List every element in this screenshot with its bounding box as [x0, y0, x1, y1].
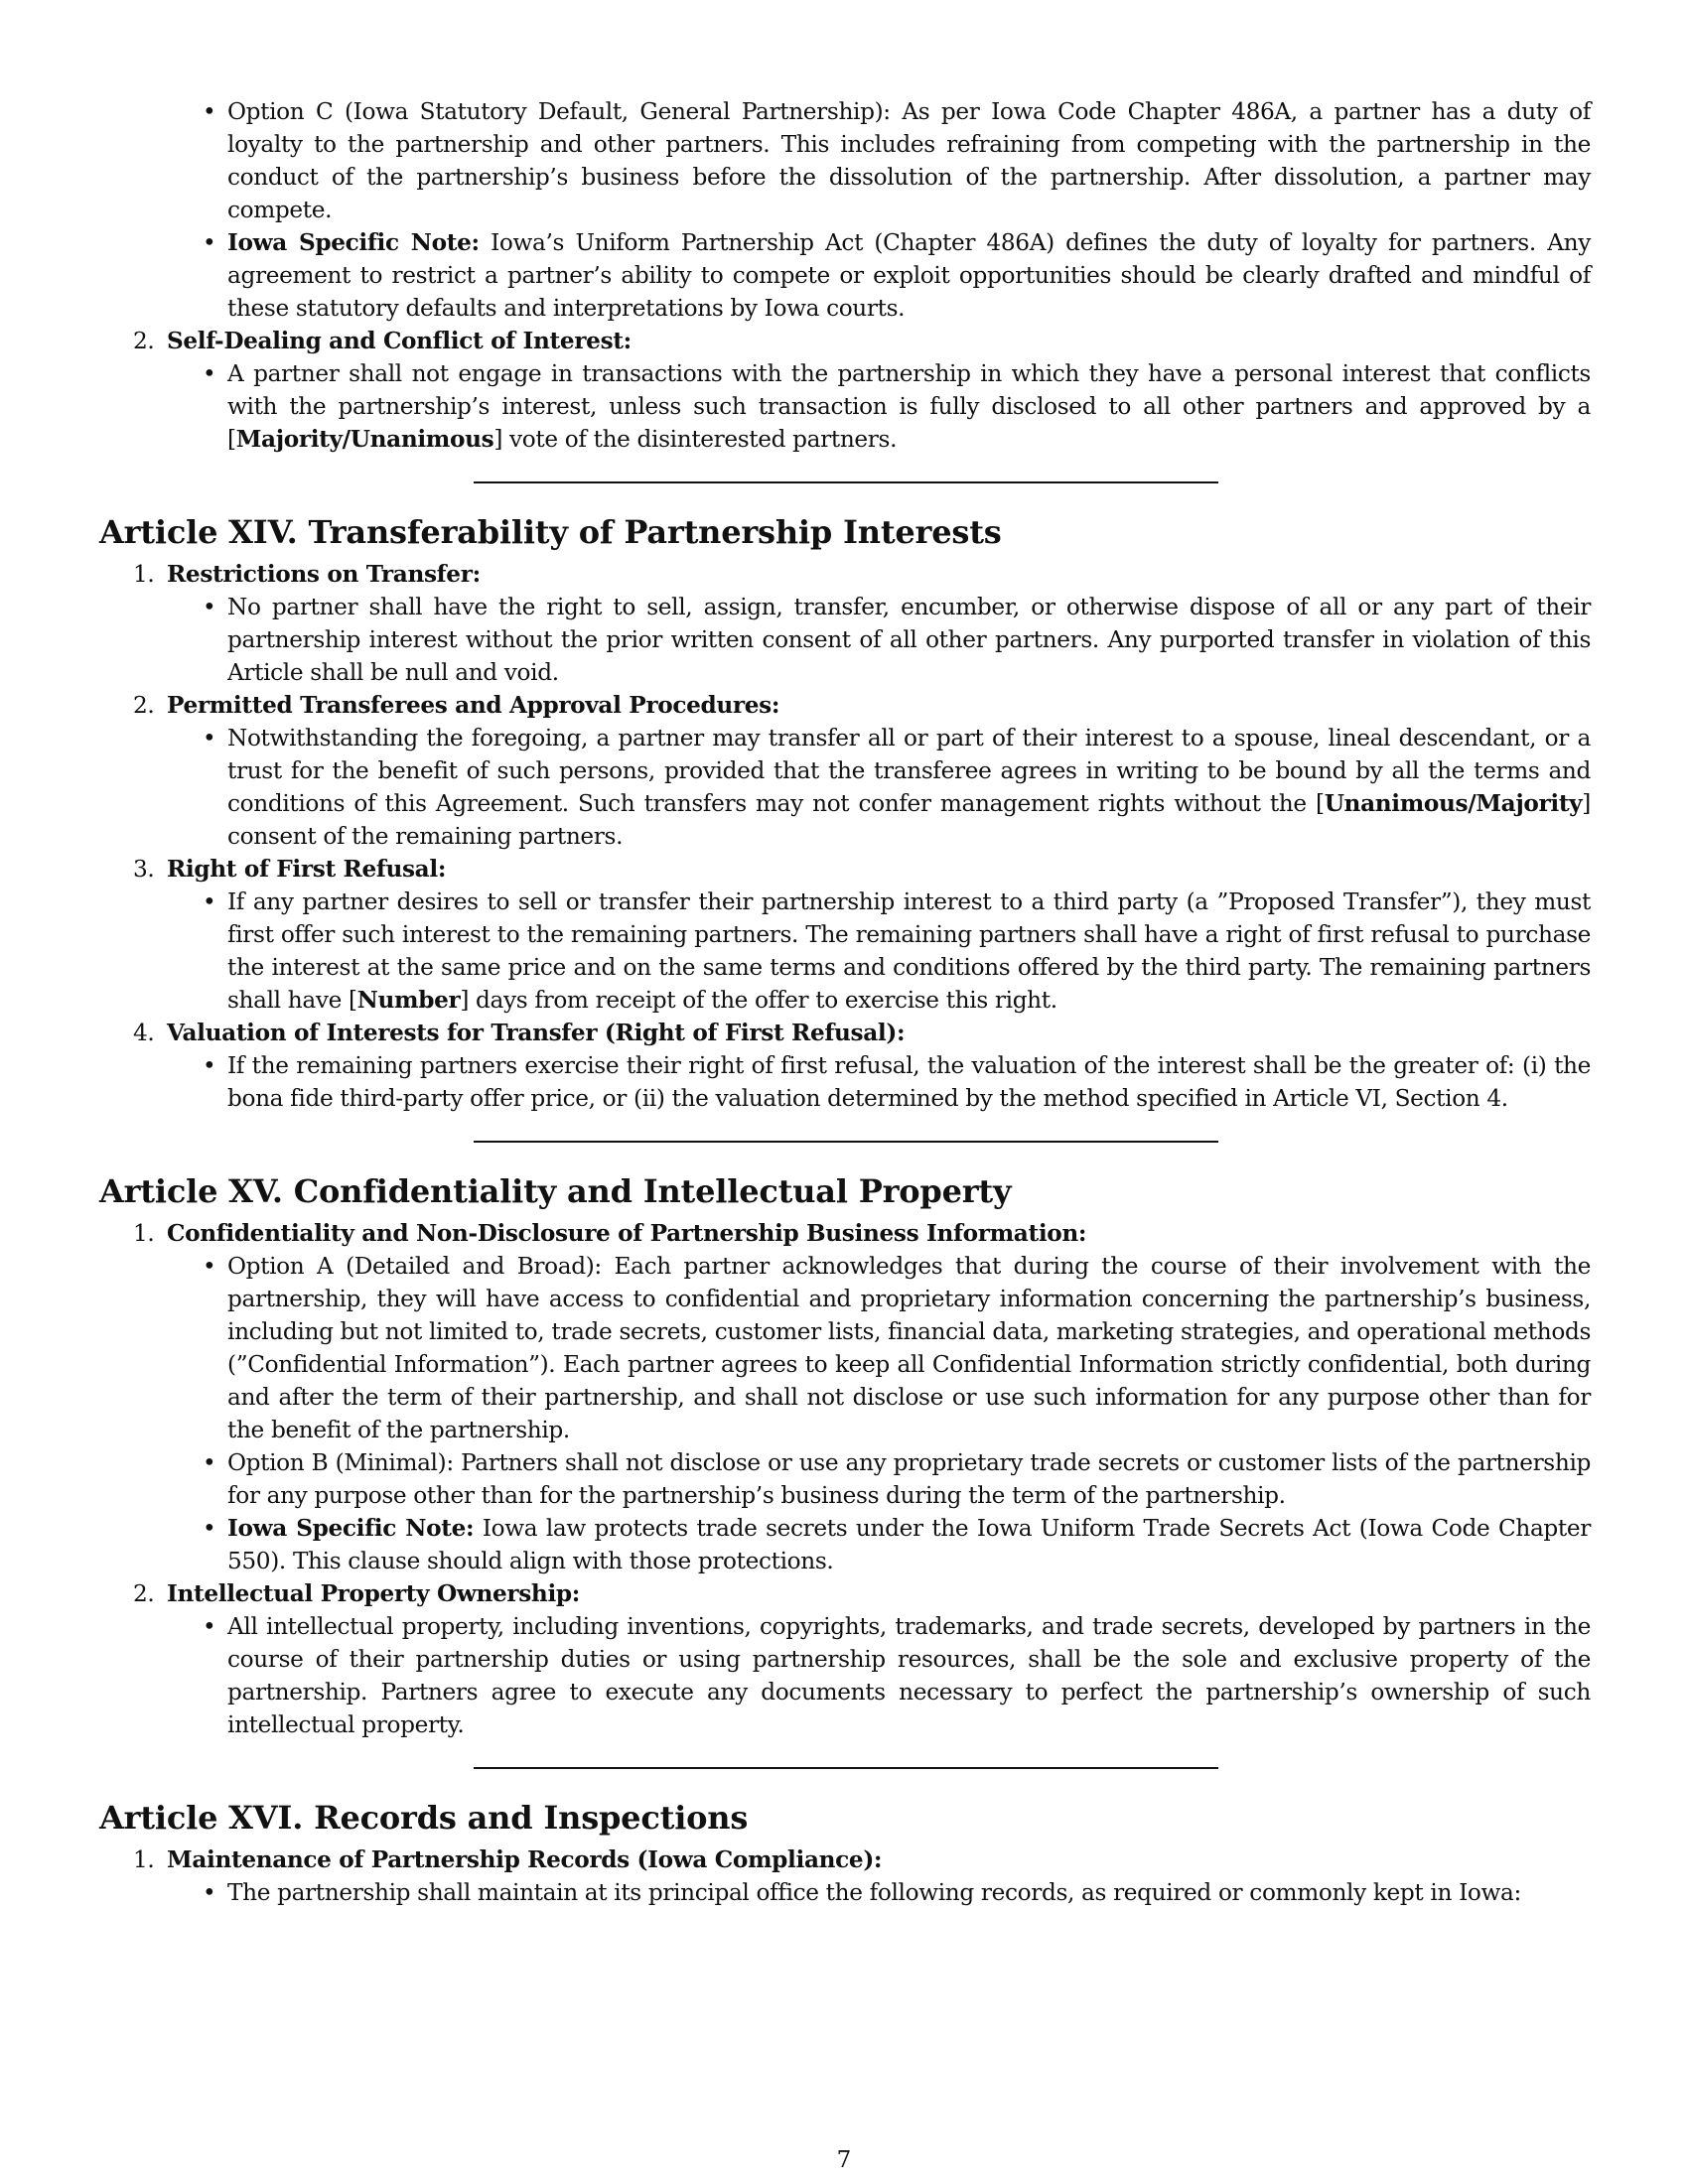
section-divider — [474, 1767, 1218, 1769]
list-item: • Option B (Minimal): Partners shall not disclose or use any proprietary trade secrets or customer lists of the partnership for any purpose other than for the partnership’s business during the term of the partnership. — [227, 1446, 1591, 1512]
article-15-list — [99, 1217, 1591, 1741]
list-item: • The partnership shall maintain at its principal office the following records, as required or commonly kept in Iowa: — [227, 1876, 1591, 1909]
article-16-list — [99, 1843, 1591, 1909]
list-item: 2. Permitted Transferees and Approval Procedures: • Notwithstanding the foregoing, a partner may transfer all or part of their interest to a spouse, lineal descendant, or a trust for the benefit of such persons, provided that the transferee agrees in writing to be bound by all the terms and conditions of this Agreement. Such transfers may not confer management rights without the [Unanimous/Majority] consent of the remaining partners. — [99, 689, 1591, 853]
list-item: 3. Right of First Refusal: • If any partner desires to sell or transfer their partnership interest to a third party (a ”Proposed Transfer”), they must first offer such interest to the remaining partners. The remaining partners shall have a right of first refusal to purchase the interest at the same price and on the same terms and conditions offered by the third party. The remaining partners shall have [Number] days from receipt of the offer to exercise this right. — [99, 853, 1591, 1017]
list-item: • If any partner desires to sell or transfer their partnership interest to a third party (a ”Proposed Transfer”), they must first offer such interest to the remaining partners. The remaining partners shall have a right of first refusal to purchase the interest at the same price and on the same terms and conditions offered by the third party. The remaining partners shall have [Number] days from receipt of the offer to exercise this right. — [227, 886, 1591, 1017]
list-item: • Option C (Iowa Statutory Default, General Partnership): As per Iowa Code Chapter 486A, a partner has a duty of loyalty to the partnership and other partners. This includes refraining from competing with the partnership in the conduct of the partnership’s business before the dissolution of the partnership. After dissolution, a partner may compete. — [227, 95, 1591, 226]
section-divider — [474, 481, 1218, 483]
document-page — [99, 95, 1591, 1909]
list-item: • A partner shall not engage in transactions with the partnership in which they have a personal interest that conflicts with the partnership’s interest, unless such transaction is fully disclosed to all other partners and approved by a [Majority/Unanimous] vote of the disinterested partners. — [227, 357, 1591, 456]
list-item: • Iowa Specific Note: Iowa law protects trade secrets under the Iowa Uniform Trade Secrets Act (Iowa Code Chapter 550). This clause should align with those protections. — [227, 1512, 1591, 1577]
page-number: 7 — [836, 2147, 852, 2173]
list-item: • No partner shall have the right to sell, assign, transfer, encumber, or otherwise dispose of all or any part of their partnership interest without the prior written consent of all other partners. Any purported transfer in violation of this Article shall be null and void. — [227, 591, 1591, 689]
list-item: 1. Restrictions on Transfer: • No partner shall have the right to sell, assign, transfer, encumber, or otherwise dispose of all or any part of their partnership interest without the prior written consent of all other partners. Any purported transfer in violation of this Article shall be null and void. — [99, 558, 1591, 689]
list-item: • Iowa Specific Note: Iowa’s Uniform Partnership Act (Chapter 486A) defines the duty of loyalty for partners. Any agreement to restrict a partner’s ability to compete or exploit opportunities should be clearly drafted and mindful of these statutory defaults and interpretations by Iowa courts. — [227, 226, 1591, 325]
list-item: • Notwithstanding the foregoing, a partner may transfer all or part of their interest to a spouse, lineal descendant, or a trust for the benefit of such persons, provided that the transferee agrees in writing to be bound by all the terms and conditions of this Agreement. Such transfers may not confer management rights without the [Unanimous/Majority] consent of the remaining partners. — [227, 722, 1591, 853]
list-item: 1. Confidentiality and Non-Disclosure of Partnership Business Information: • Option A (Detailed and Broad): Each partner acknowledges that during the course of their involvement with the partnership, they will have access to confidential and proprietary information concerning the partnership’s business, including but not limited to, trade secrets, customer lists, financial data, marketing strategies, and operational methods (”Confidential Information”). Each partner agrees to keep all Confidential Information strictly confidential, both during and after the term of their partnership, and shall not disclose or use such information for any purpose other than for the benefit of the partnership. • Option B (Minimal): Partners shall not disclose or use any proprietary trade secrets or customer lists of the partnership for any purpose other than for the partnership’s business during the term of the partnership. • Iowa Specific Note: Iowa law protects trade secrets under the Iowa Uniform Trade Secrets Act (Iowa Code Chapter 550). This clause should align with those protections. — [99, 1217, 1591, 1577]
section-heading: 2. Self-Dealing and Conflict of Interest: — [133, 328, 632, 354]
article-heading: Article XIV. Transferability of Partnership Interests — [99, 513, 1002, 551]
list-item: • If the remaining partners exercise their right of first refusal, the valuation of the interest shall be the greater of: (i) the bona fide third-party offer price, or (ii) the valuation determined by the method specified in Article VI, Section 4. — [227, 1049, 1591, 1115]
self-dealing-section — [99, 325, 1591, 456]
list-item: 1. Maintenance of Partnership Records (Iowa Compliance): • The partnership shall maintain at its principal office the following records, as required or commonly kept in Iowa: — [99, 1843, 1591, 1909]
article-heading: Article XV. Confidentiality and Intellectual Property — [99, 1172, 1012, 1210]
list-item: 2. Intellectual Property Ownership: • All intellectual property, including inventions, copyrights, trademarks, and trade secrets, developed by partners in the course of their partnership duties or using partnership resources, shall be the sole and exclusive property of the partnership. Partners agree to execute any documents necessary to perfect the partnership’s ownership of such intellectual property. — [99, 1577, 1591, 1741]
list-item: 4. Valuation of Interests for Transfer (Right of First Refusal): • If the remaining partners exercise their right of first refusal, the valuation of the interest shall be the greater of: (i) the bona fide third-party offer price, or (ii) the valuation determined by the method specified in Article VI, Section 4. — [99, 1017, 1591, 1115]
article-heading: Article XVI. Records and Inspections — [99, 1799, 749, 1837]
list-item: • All intellectual property, including inventions, copyrights, trademarks, and trade secrets, developed by partners in the course of their partnership duties or using partnership resources, shall be the sole and exclusive property of the partnership. Partners agree to execute any documents necessary to perfect the partnership’s ownership of such intellectual property. — [227, 1610, 1591, 1741]
list-item: • Option A (Detailed and Broad): Each partner acknowledges that during the course of their involvement with the partnership, they will have access to confidential and proprietary information concerning the partnership’s business, including but not limited to, trade secrets, customer lists, financial data, marketing strategies, and operational methods (”Confidential Information”). Each partner agrees to keep all Confidential Information strictly confidential, both during and after the term of their partnership, and shall not disclose or use such information for any purpose other than for the benefit of the partnership. — [227, 1250, 1591, 1446]
section-divider — [474, 1141, 1218, 1143]
loyalty-options-list — [99, 95, 1591, 325]
article-14-list — [99, 558, 1591, 1115]
